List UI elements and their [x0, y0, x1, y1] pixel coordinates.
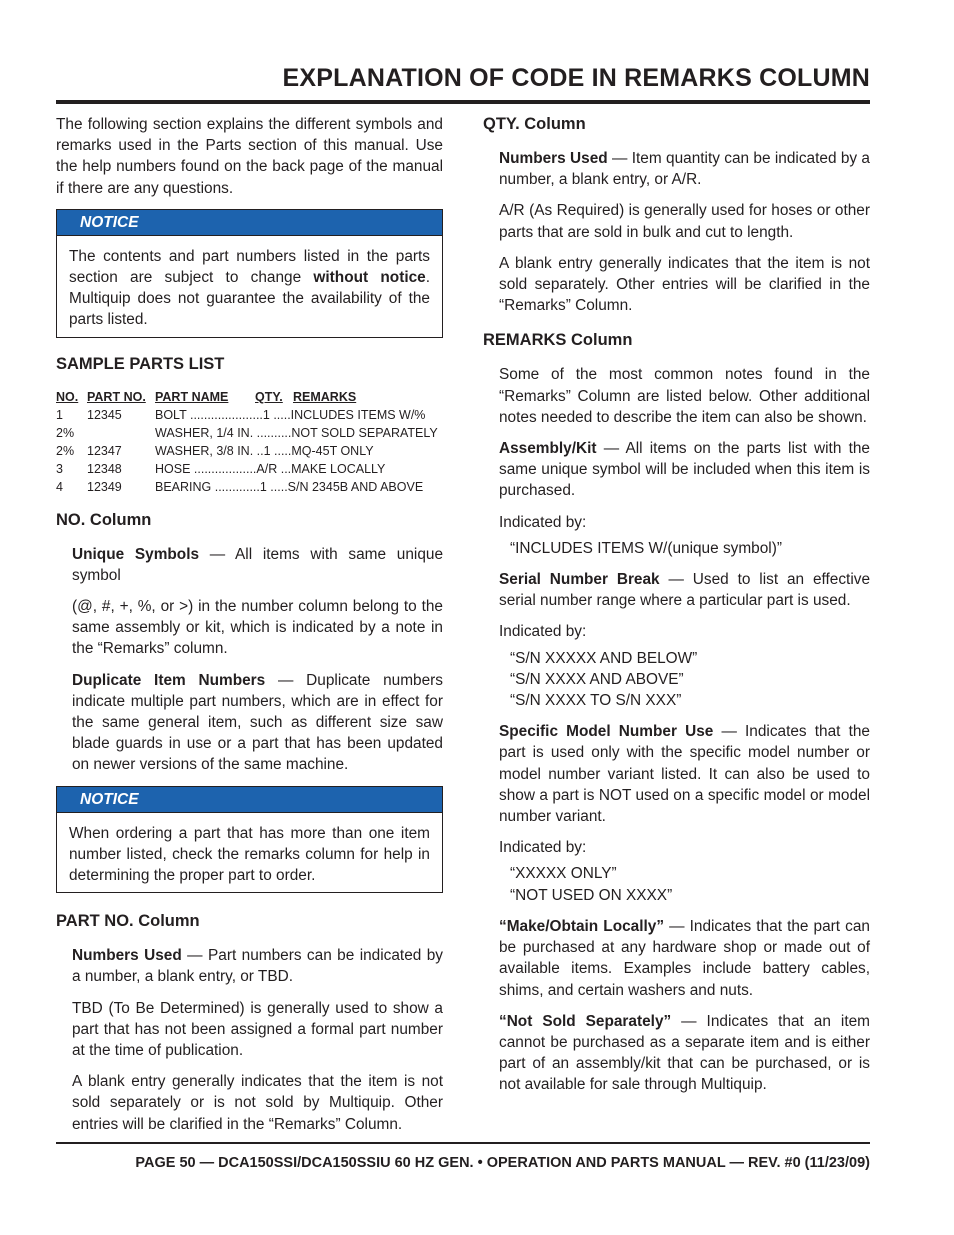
symbols-paragraph: (@, #, +, %, or >) in the number column belong to the same assembly or kit, which is indicated by a note in the “Remarks” column.	[72, 598, 443, 658]
make-locally-text: — Indicates that the part can be purchased at any hardware shop or made out of available items. Examples include battery cables, shims, and certain washers and nuts.	[499, 917, 870, 999]
make-locally-paragraph	[499, 916, 870, 1001]
duplicate-paragraph	[72, 670, 443, 776]
right-column	[483, 114, 870, 1106]
qty-numbers-paragraph	[499, 148, 870, 190]
unique-symbols-paragraph	[72, 544, 443, 586]
col-header-no: NO.	[56, 389, 79, 404]
numbers-used-term: Numbers Used	[72, 947, 182, 965]
model-number-term: Specific Model Number Use	[499, 723, 714, 741]
notice-text	[69, 246, 430, 331]
part-no-column-heading: PART NO. Column	[56, 912, 200, 931]
no-column-heading: NO. Column	[56, 510, 152, 529]
cell-part-no: 12345	[87, 407, 122, 422]
tbd-paragraph: TBD (To Be Determined) is generally used to show a part that has not been assigned a formal part number at the time of publication.	[72, 999, 443, 1060]
footer-rule	[56, 1142, 870, 1144]
not-sold-text: — Indicates that an item cannot be purchased as a separate item and is either part of an assembly/kit that can be purchased, or is not available for sale through Multiquip.	[499, 1012, 870, 1094]
qty-numbers-term: Numbers Used	[499, 150, 608, 167]
cell-no: 2%	[56, 425, 75, 440]
sample-parts-heading: SAMPLE PARTS LIST	[56, 354, 225, 373]
cell-detail: WASHER, 1/4 IN. ..........NOT SOLD SEPARATELY	[155, 425, 438, 440]
ar-paragraph: A/R (As Required) is generally used for hoses or other parts that are sold in bulk and cut to length.	[499, 202, 870, 241]
notice-box-1	[56, 209, 443, 338]
cell-no: 2%	[56, 443, 75, 458]
notice-text-part: . Multiquip does not guarantee the availability of the parts listed.	[69, 269, 430, 329]
serial-example: “S/N XXXX TO S/N XXX”	[510, 692, 682, 710]
serial-break-paragraph	[499, 569, 870, 611]
unique-symbols-term: Unique Symbols	[72, 545, 200, 563]
not-sold-paragraph	[499, 1011, 870, 1096]
qty-column-heading: QTY. Column	[483, 115, 586, 133]
make-locally-term: “Make/Obtain Locally”	[499, 917, 665, 935]
serial-break-text: — Used to list an effective serial number range where a particular part is used.	[499, 571, 871, 610]
notice-label: NOTICE	[57, 787, 442, 813]
assembly-example: “INCLUDES ITEMS W/(unique symbol)”	[510, 539, 782, 557]
page-title: EXPLANATION OF CODE IN REMARKS COLUMN	[282, 64, 870, 92]
cell-part-no: 12348	[87, 461, 122, 476]
remarks-column-heading: REMARKS Column	[483, 331, 633, 350]
model-number-text: — Indicates that the part is used only with the specific model number or model number variant listed. It can also be used to show a part is NOT used on a specific model or model number variant.	[499, 723, 870, 826]
cell-detail: BOLT .....................1 .....INCLUDES ITEMS W/%	[155, 407, 426, 422]
unique-symbols-text: — All items with same unique symbol	[72, 545, 444, 584]
qty-numbers-text: — Item quantity can be indicated by a number, a blank entry, or A/R.	[499, 150, 870, 189]
duplicate-text: — Duplicate numbers indicate multiple part numbers, which are in effect for the same general item, such as different size saw blade guards in use or a part that has been updated on newer versions of the same machine.	[72, 671, 443, 774]
notice-box-2	[56, 786, 443, 894]
qty-blank-paragraph: A blank entry generally indicates that the item is not sold separately. Other entries will be clarified in the “Remarks” Column.	[499, 254, 870, 315]
col-header-qty: QTY.	[255, 389, 283, 404]
indicated-by-label: Indicated by:	[499, 839, 587, 857]
table-row	[56, 478, 443, 496]
col-header-part-name: PART NAME	[155, 389, 229, 404]
numbers-used-paragraph	[72, 945, 443, 987]
remarks-intro-paragraph: Some of the most common notes found in the “Remarks” Column are listed below. Other additional notes needed to describe the item can also be shown.	[499, 366, 870, 426]
page-footer: PAGE 50 — DCA150SSI/DCA150SSIU 60 HZ GEN. • OPERATION AND PARTS MANUAL — REV. #0 (11/23/09)	[135, 1155, 870, 1171]
cell-detail: BEARING .............1 .....S/N 2345B AND ABOVE	[155, 479, 424, 494]
indicated-by-label: Indicated by:	[499, 513, 587, 531]
model-example: “XXXXX ONLY”	[510, 865, 617, 883]
cell-part-no: 12349	[87, 479, 122, 494]
serial-example: “S/N XXXXX AND BELOW”	[510, 649, 698, 667]
col-header-remarks: REMARKS	[293, 389, 357, 404]
cell-detail: WASHER, 3/8 IN. ..1 .....MQ-45T ONLY	[155, 443, 374, 458]
assembly-kit-term: Assembly/Kit	[499, 440, 597, 458]
blank-entry-paragraph: A blank entry generally indicates that the item is not sold separately or is not sold by Multiquip. Other entries will be clarified in the “Remarks” Column.	[72, 1073, 443, 1133]
sample-parts-table	[56, 388, 443, 496]
cell-no: 1	[56, 407, 63, 422]
table-row	[56, 406, 443, 424]
serial-break-term: Serial Number Break	[499, 571, 660, 589]
table-row	[56, 460, 443, 478]
notice-text-bold: without notice	[313, 269, 426, 287]
cell-part-no: 12347	[87, 443, 122, 458]
model-example: “NOT USED ON XXXX”	[510, 886, 673, 904]
assembly-kit-text: — All items on the parts list with the same unique symbol will be included when this item is purchased.	[499, 440, 870, 500]
duplicate-term: Duplicate Item Numbers	[72, 671, 266, 689]
notice-body	[57, 813, 442, 893]
col-header-part-no: PART NO.	[87, 389, 146, 404]
numbers-used-text: — Part numbers can be indicated by a number, a blank entry, or TBD.	[72, 947, 443, 986]
title-rule	[56, 100, 870, 104]
table-row	[56, 442, 443, 460]
notice-label: NOTICE	[57, 210, 442, 236]
left-column	[56, 114, 443, 1145]
indicated-by-label: Indicated by:	[499, 623, 587, 641]
cell-no: 4	[56, 479, 63, 494]
cell-part-no	[87, 424, 155, 442]
intro-paragraph: The following section explains the different symbols and remarks used in the Parts section of this manual. Use the help numbers found on the back page of the manual if there are any questions.	[56, 116, 443, 197]
model-number-paragraph	[499, 721, 870, 827]
table-header-row	[56, 388, 443, 406]
assembly-kit-paragraph	[499, 438, 870, 502]
cell-no: 3	[56, 461, 63, 476]
table-row	[56, 424, 443, 442]
notice-text-part: The contents and part numbers listed in the parts section are subject to change	[69, 247, 430, 287]
cell-detail: HOSE ..................A/R ...MAKE LOCALLY	[155, 461, 386, 476]
not-sold-term: “Not Sold Separately”	[499, 1012, 672, 1030]
notice-text: When ordering a part that has more than one item number listed, check the remarks column for help in determining the proper part to order.	[69, 824, 430, 885]
serial-example: “S/N XXXX AND ABOVE”	[510, 670, 684, 688]
notice-body	[57, 236, 442, 337]
